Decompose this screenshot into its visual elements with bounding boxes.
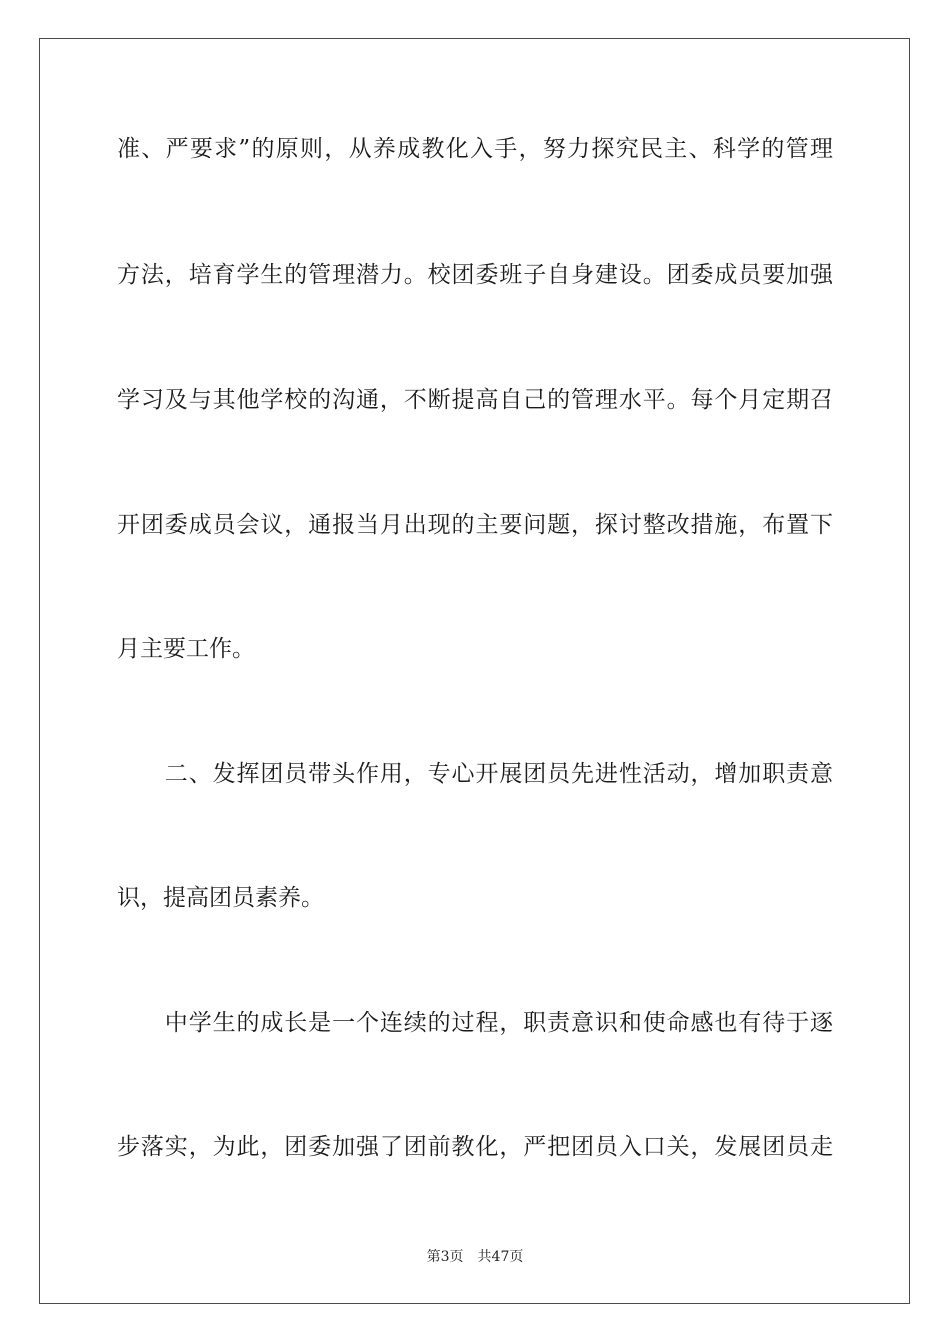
section-heading-line: 识，提高团员素养。 — [117, 885, 324, 911]
body-text-line: 学习及与其他学校的沟通，不断提高自己的管理水平。每个月定期召 — [117, 387, 833, 413]
body-text-line: 中学生的成长是一个连续的过程，职责意识和使命感也有待于逐 — [117, 1010, 833, 1036]
page-number: 第3页 — [426, 1249, 464, 1265]
body-text-line: 方法，培育学生的管理潜力。校团委班子自身建设。团委成员要加强 — [117, 262, 833, 288]
page-footer — [0, 1246, 950, 1266]
page-frame — [39, 38, 910, 1304]
section-heading-line: 二、发挥团员带头作用，专心开展团员先进性活动，增加职责意 — [117, 761, 833, 787]
body-text-line: 开团委成员会议，通报当月出现的主要问题，探讨整改措施，布置下 — [117, 512, 833, 538]
body-text-line: 月主要工作。 — [117, 636, 255, 662]
body-text-line: 准、严要求”的原则，从养成教化入手，努力探究民主、科学的管理 — [117, 136, 833, 162]
page-total: 共47页 — [477, 1249, 524, 1265]
body-text-line: 步落实，为此，团委加强了团前教化，严把团员入口关，发展团员走 — [117, 1134, 833, 1160]
